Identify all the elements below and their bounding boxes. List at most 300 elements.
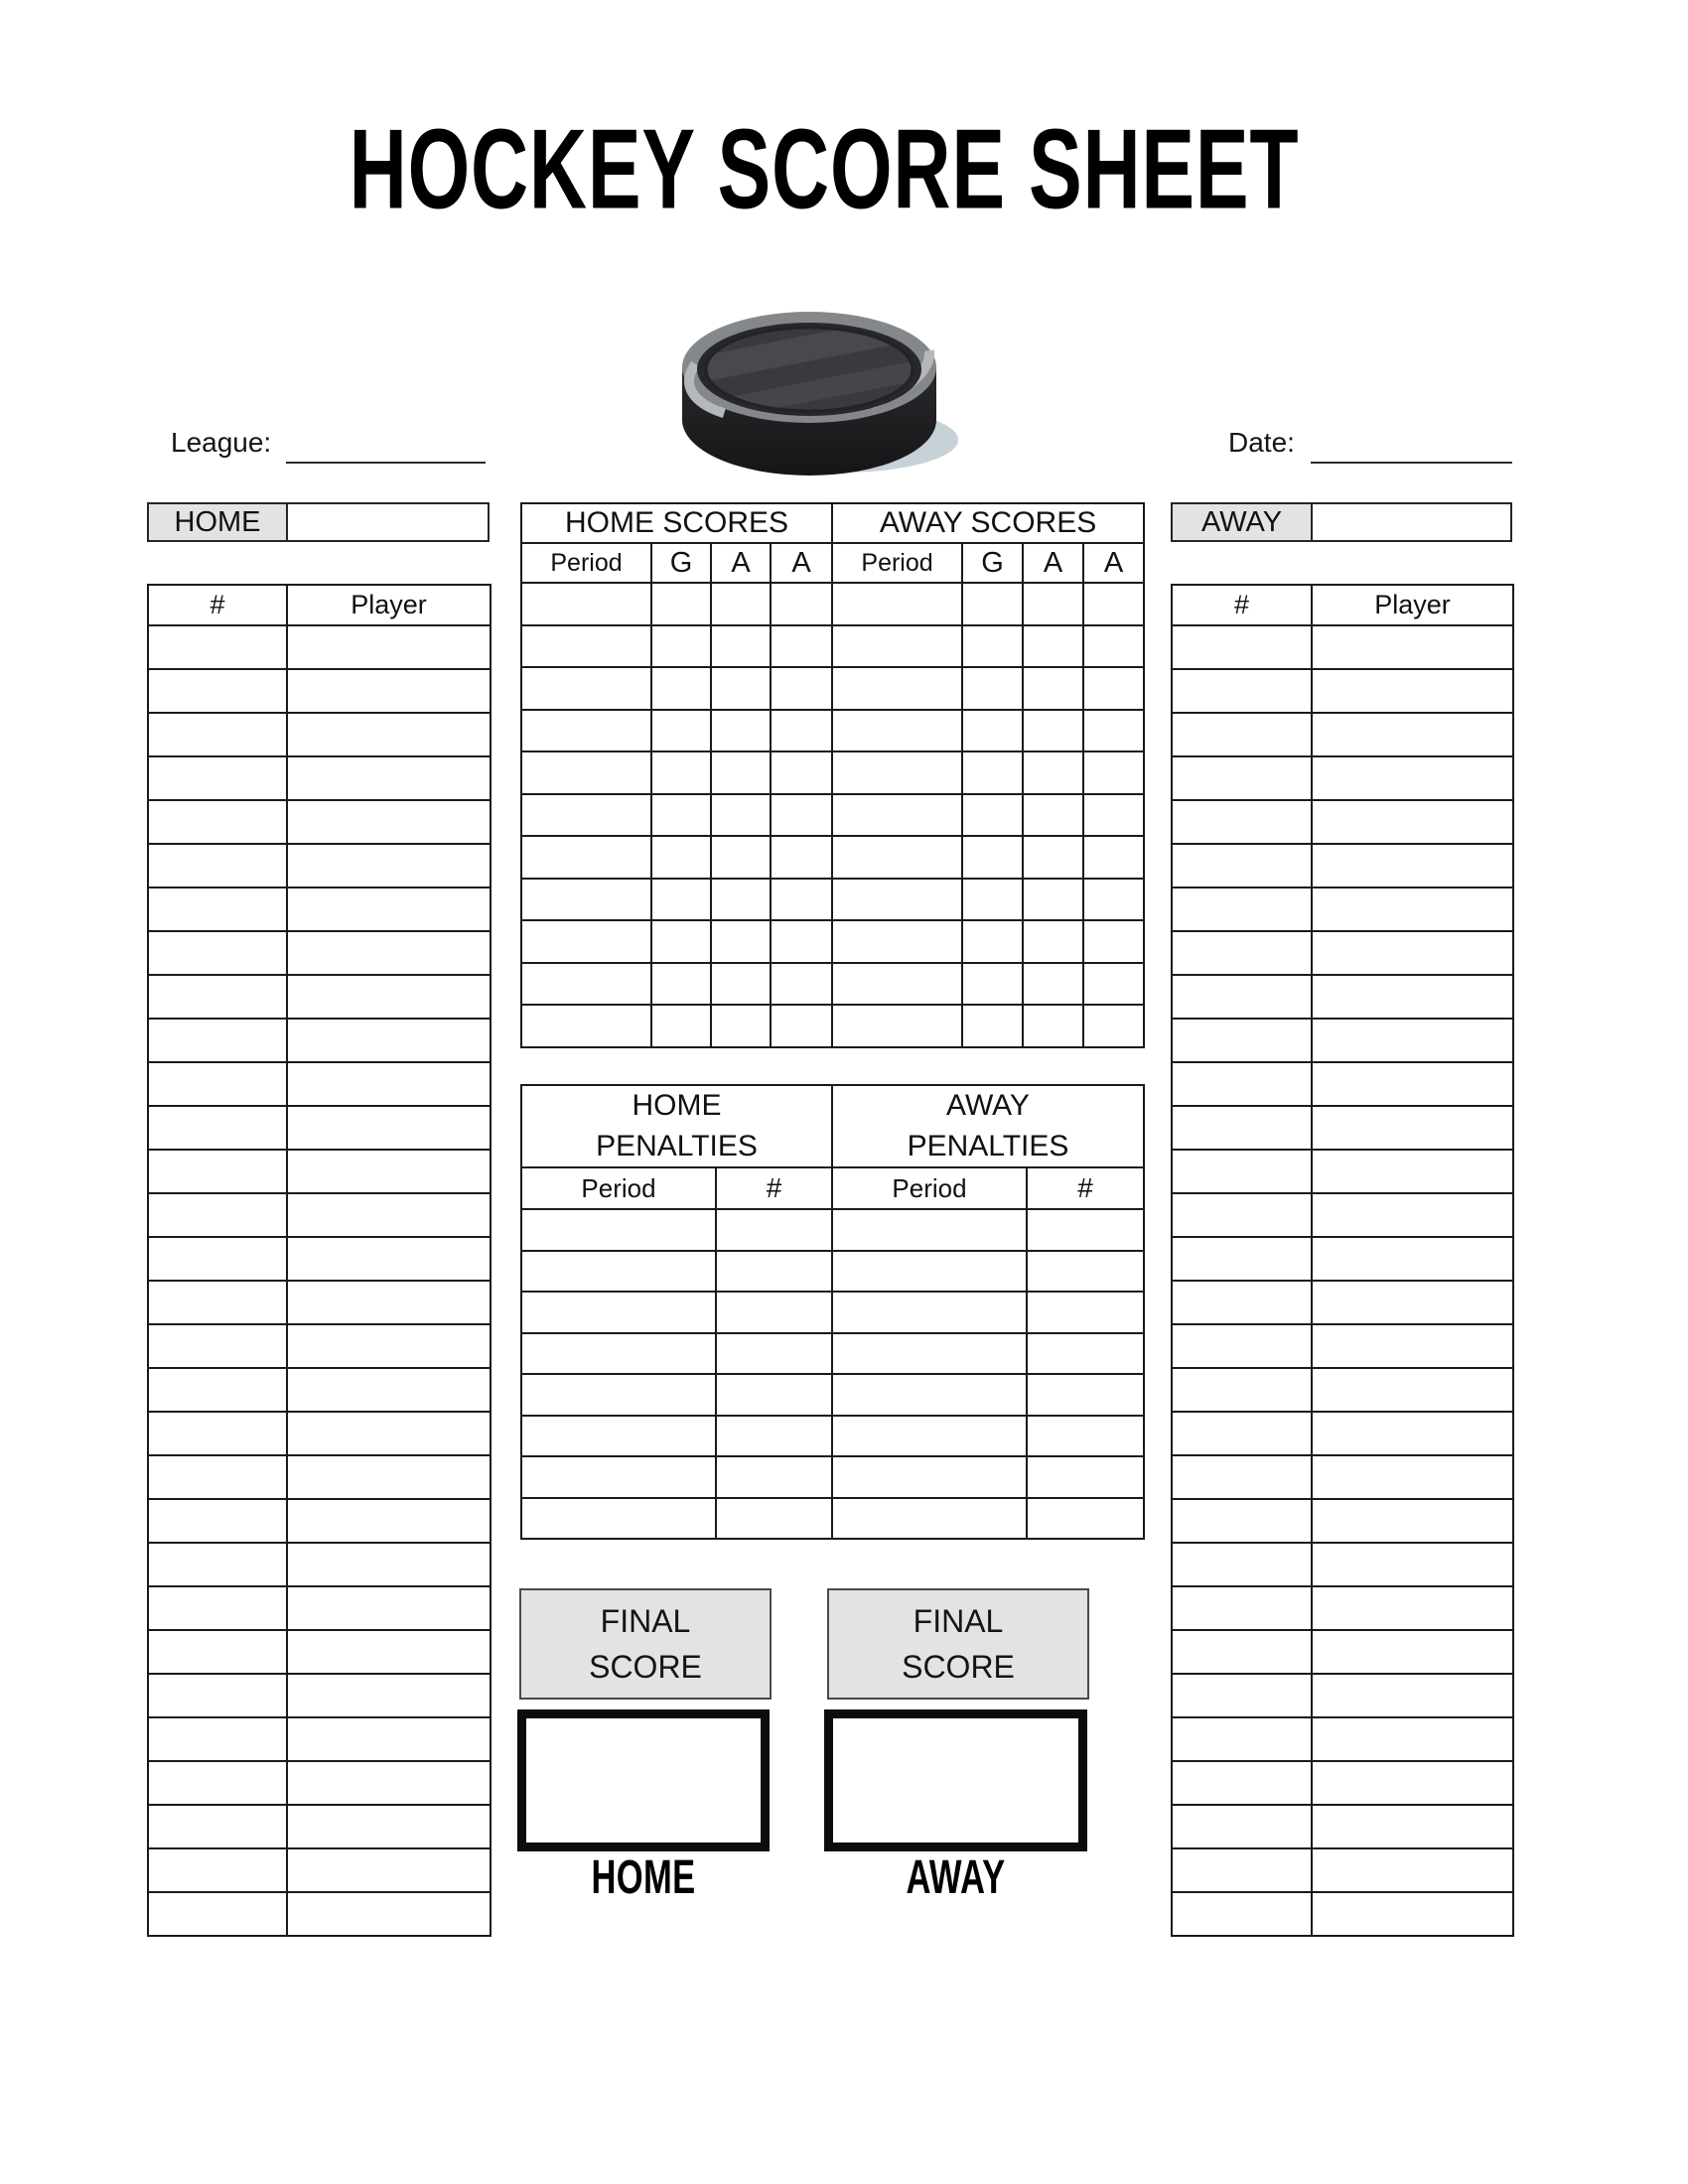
roster-number-cell — [148, 1412, 287, 1455]
roster-player-cell — [1312, 800, 1513, 844]
away-assist1-cell — [1023, 625, 1083, 668]
home-period-cell — [521, 920, 651, 963]
roster-player-cell — [287, 975, 491, 1019]
roster-row — [1172, 975, 1513, 1019]
roster-row — [1172, 669, 1513, 713]
hockey-puck-icon — [647, 273, 981, 477]
away-period-cell — [832, 583, 962, 625]
roster-player-cell — [1312, 844, 1513, 887]
roster-player-cell — [1312, 1630, 1513, 1674]
roster-number-cell — [148, 1281, 287, 1324]
home-assist1-cell — [711, 751, 771, 794]
roster-number-cell — [148, 1019, 287, 1062]
roster-player-cell — [1312, 1455, 1513, 1499]
roster-row — [1172, 1281, 1513, 1324]
date-label: Date: — [1228, 427, 1295, 458]
home-assist2-header: A — [771, 543, 832, 583]
roster-player-cell — [287, 1412, 491, 1455]
roster-header-row — [148, 585, 491, 625]
roster-row — [1172, 1237, 1513, 1281]
roster-number-cell — [1172, 1106, 1312, 1150]
home-goal-cell — [651, 583, 711, 625]
away-assist2-cell — [1083, 963, 1144, 1006]
away-assist1-cell — [1023, 836, 1083, 879]
scores-header-row — [521, 543, 1144, 583]
away-penalty-number-header: # — [1027, 1167, 1144, 1209]
roster-row — [1172, 844, 1513, 887]
away-final-score-box — [824, 1709, 1087, 1851]
roster-row — [1172, 713, 1513, 756]
roster-player-cell — [287, 1761, 491, 1805]
roster-player-cell — [1312, 1586, 1513, 1630]
roster-number-cell — [1172, 1062, 1312, 1106]
roster-number-cell — [148, 1106, 287, 1150]
home-assist2-cell — [771, 625, 832, 668]
home-period-cell — [521, 710, 651, 752]
home-penalty-period-cell — [521, 1251, 716, 1293]
roster-number-cell — [1172, 1586, 1312, 1630]
home-period-cell — [521, 667, 651, 710]
roster-player-cell — [1312, 1892, 1513, 1936]
home-assist2-cell — [771, 751, 832, 794]
roster-row — [1172, 1106, 1513, 1150]
roster-row — [148, 1368, 491, 1412]
roster-player-cell — [287, 931, 491, 975]
roster-number-cell — [1172, 887, 1312, 931]
roster-player-cell — [287, 800, 491, 844]
roster-player-cell — [287, 1150, 491, 1193]
roster-player-cell — [287, 1106, 491, 1150]
roster-row — [1172, 1062, 1513, 1106]
roster-row — [148, 1237, 491, 1281]
roster-number-cell — [1172, 975, 1312, 1019]
away-penalty-number-cell — [1027, 1416, 1144, 1457]
away-penalty-period-cell — [832, 1251, 1027, 1293]
away-final-score-label — [827, 1588, 1089, 1700]
roster-row — [1172, 887, 1513, 931]
home-penalty-number-cell — [716, 1251, 832, 1293]
home-final-label-line2: SCORE — [589, 1649, 702, 1685]
home-assist2-cell — [771, 583, 832, 625]
roster-number-cell — [148, 1848, 287, 1892]
roster-row — [148, 844, 491, 887]
roster-number-cell — [1172, 1019, 1312, 1062]
roster-player-cell — [287, 1848, 491, 1892]
roster-header-row — [1172, 585, 1513, 625]
home-assist1-cell — [711, 710, 771, 752]
away-assist2-cell — [1083, 879, 1144, 921]
penalties-table — [520, 1084, 1145, 1540]
roster-row — [148, 756, 491, 800]
roster-player-cell — [1312, 1150, 1513, 1193]
roster-row — [148, 1761, 491, 1805]
roster-number-cell — [1172, 1324, 1312, 1368]
roster-player-cell — [287, 1717, 491, 1761]
away-assist1-cell — [1023, 667, 1083, 710]
away-goal-cell — [962, 710, 1023, 752]
away-assist2-header: A — [1083, 543, 1144, 583]
away-assist1-cell — [1023, 879, 1083, 921]
roster-row — [1172, 800, 1513, 844]
roster-row — [148, 1281, 491, 1324]
away-bottom-label: AWAY — [906, 1851, 1006, 1904]
roster-number-cell — [1172, 1368, 1312, 1412]
penalties-row — [521, 1416, 1144, 1457]
roster-player-cell — [287, 625, 491, 669]
home-assist2-cell — [771, 667, 832, 710]
scores-row — [521, 836, 1144, 879]
roster-number-cell — [148, 1237, 287, 1281]
scores-row — [521, 920, 1144, 963]
home-penalty-number-cell — [716, 1333, 832, 1375]
roster-number-cell — [148, 1150, 287, 1193]
away-penalty-number-cell — [1027, 1251, 1144, 1293]
roster-row — [1172, 1761, 1513, 1805]
roster-row — [148, 1630, 491, 1674]
roster-player-cell — [287, 713, 491, 756]
away-roster-table — [1171, 584, 1514, 1937]
home-final-score-label — [519, 1588, 772, 1700]
home-goal-cell — [651, 667, 711, 710]
home-assist1-cell — [711, 625, 771, 668]
home-team-box — [147, 502, 490, 542]
scores-row — [521, 751, 1144, 794]
roster-player-header: Player — [1312, 585, 1513, 625]
home-penalty-period-cell — [521, 1333, 716, 1375]
roster-row — [148, 1848, 491, 1892]
roster-player-cell — [287, 1630, 491, 1674]
roster-number-cell — [1172, 1543, 1312, 1586]
home-period-cell — [521, 836, 651, 879]
roster-player-cell — [287, 1892, 491, 1936]
roster-number-cell — [148, 1586, 287, 1630]
home-penalties-title-line2: PENALTIES — [596, 1129, 758, 1162]
roster-player-cell — [1312, 625, 1513, 669]
roster-row — [1172, 1019, 1513, 1062]
home-team-name-field — [288, 504, 488, 540]
penalties-row — [521, 1251, 1144, 1293]
away-assist2-cell — [1083, 583, 1144, 625]
away-goal-cell — [962, 920, 1023, 963]
away-period-cell — [832, 794, 962, 837]
roster-player-cell — [1312, 1761, 1513, 1805]
roster-player-cell — [287, 669, 491, 713]
roster-number-cell — [148, 713, 287, 756]
roster-number-cell — [1172, 1717, 1312, 1761]
roster-player-cell — [1312, 1019, 1513, 1062]
roster-player-cell — [287, 1455, 491, 1499]
away-goal-cell — [962, 879, 1023, 921]
home-period-cell — [521, 879, 651, 921]
home-goal-cell — [651, 710, 711, 752]
roster-player-cell — [287, 756, 491, 800]
roster-player-cell — [1312, 975, 1513, 1019]
roster-player-cell — [1312, 1281, 1513, 1324]
roster-number-cell — [1172, 1892, 1312, 1936]
penalties-row — [521, 1498, 1144, 1540]
roster-number-cell — [1172, 844, 1312, 887]
date-fill-line — [1311, 462, 1512, 464]
home-assist1-cell — [711, 920, 771, 963]
home-period-cell — [521, 963, 651, 1006]
away-final-label-line1: FINAL — [913, 1602, 1004, 1639]
home-goal-cell — [651, 963, 711, 1006]
away-goal-cell — [962, 794, 1023, 837]
roster-number-cell — [1172, 669, 1312, 713]
home-penalties-title — [521, 1085, 832, 1167]
home-assist2-cell — [771, 710, 832, 752]
roster-player-cell — [287, 1062, 491, 1106]
home-period-cell — [521, 583, 651, 625]
roster-number-cell — [148, 800, 287, 844]
roster-player-cell — [1312, 1674, 1513, 1717]
away-period-cell — [832, 879, 962, 921]
home-final-label-line1: FINAL — [600, 1602, 691, 1639]
away-assist1-cell — [1023, 751, 1083, 794]
roster-player-cell — [1312, 1412, 1513, 1455]
away-penalty-period-cell — [832, 1333, 1027, 1375]
roster-row — [1172, 1630, 1513, 1674]
away-period-header: Period — [832, 543, 962, 583]
away-assist2-cell — [1083, 751, 1144, 794]
away-assist1-cell — [1023, 710, 1083, 752]
roster-row — [1172, 756, 1513, 800]
roster-row — [1172, 1368, 1513, 1412]
away-period-cell — [832, 710, 962, 752]
away-scores-title: AWAY SCORES — [832, 503, 1144, 543]
roster-row — [148, 931, 491, 975]
penalties-row — [521, 1374, 1144, 1416]
away-penalty-period-cell — [832, 1456, 1027, 1498]
home-period-header: Period — [521, 543, 651, 583]
home-goal-cell — [651, 1005, 711, 1047]
roster-row — [1172, 1324, 1513, 1368]
home-assist1-cell — [711, 836, 771, 879]
roster-row — [1172, 1805, 1513, 1848]
roster-player-cell — [287, 1805, 491, 1848]
roster-row — [1172, 625, 1513, 669]
home-goal-cell — [651, 836, 711, 879]
roster-player-header: Player — [287, 585, 491, 625]
roster-number-cell — [148, 1805, 287, 1848]
roster-number-cell — [1172, 1150, 1312, 1193]
home-penalty-period-header: Period — [521, 1167, 716, 1209]
roster-player-cell — [1312, 669, 1513, 713]
home-assist2-cell — [771, 879, 832, 921]
roster-row — [1172, 1499, 1513, 1543]
home-assist2-cell — [771, 920, 832, 963]
penalties-row — [521, 1333, 1144, 1375]
roster-number-cell — [1172, 1193, 1312, 1237]
home-penalty-number-header: # — [716, 1167, 832, 1209]
roster-row — [148, 800, 491, 844]
home-goal-cell — [651, 794, 711, 837]
away-goal-cell — [962, 1005, 1023, 1047]
penalties-title-row — [521, 1085, 1144, 1167]
roster-row — [1172, 1150, 1513, 1193]
roster-number-cell — [1172, 1630, 1312, 1674]
roster-row — [148, 1106, 491, 1150]
roster-player-cell — [287, 1281, 491, 1324]
away-penalty-number-cell — [1027, 1292, 1144, 1333]
roster-row — [148, 1892, 491, 1936]
home-assist1-cell — [711, 1005, 771, 1047]
roster-row — [1172, 931, 1513, 975]
penalties-row — [521, 1209, 1144, 1251]
home-goal-cell — [651, 879, 711, 921]
away-goal-cell — [962, 583, 1023, 625]
roster-player-cell — [287, 1499, 491, 1543]
home-penalty-period-cell — [521, 1416, 716, 1457]
roster-number-cell — [148, 1717, 287, 1761]
roster-player-cell — [287, 887, 491, 931]
away-penalties-title-line2: PENALTIES — [907, 1129, 1069, 1162]
roster-number-cell — [1172, 1848, 1312, 1892]
away-assist1-cell — [1023, 920, 1083, 963]
roster-row — [1172, 1586, 1513, 1630]
roster-player-cell — [287, 1193, 491, 1237]
away-penalty-number-cell — [1027, 1333, 1144, 1375]
roster-number-cell — [148, 1062, 287, 1106]
away-assist2-cell — [1083, 920, 1144, 963]
roster-row — [1172, 1674, 1513, 1717]
roster-number-cell — [148, 975, 287, 1019]
league-fill-line — [286, 462, 486, 464]
scores-row — [521, 879, 1144, 921]
roster-player-cell — [1312, 931, 1513, 975]
roster-number-cell — [1172, 800, 1312, 844]
away-goal-cell — [962, 625, 1023, 668]
away-assist2-cell — [1083, 836, 1144, 879]
away-assist2-cell — [1083, 625, 1144, 668]
home-penalty-number-cell — [716, 1374, 832, 1416]
away-goal-header: G — [962, 543, 1023, 583]
roster-number-cell — [148, 887, 287, 931]
home-final-score-box — [517, 1709, 770, 1851]
league-label: League: — [171, 427, 272, 458]
home-period-cell — [521, 794, 651, 837]
roster-player-cell — [1312, 1193, 1513, 1237]
scores-row — [521, 625, 1144, 668]
away-assist2-cell — [1083, 1005, 1144, 1047]
away-assist1-header: A — [1023, 543, 1083, 583]
roster-number-cell — [148, 1761, 287, 1805]
roster-number-cell — [1172, 1761, 1312, 1805]
roster-row — [148, 669, 491, 713]
roster-row — [148, 1717, 491, 1761]
home-assist1-cell — [711, 879, 771, 921]
roster-player-cell — [287, 844, 491, 887]
away-penalty-period-cell — [832, 1416, 1027, 1457]
home-assist2-cell — [771, 836, 832, 879]
away-final-label-line2: SCORE — [902, 1649, 1015, 1685]
home-roster-table — [147, 584, 492, 1937]
roster-player-cell — [1312, 1848, 1513, 1892]
penalties-header-row — [521, 1167, 1144, 1209]
home-penalty-period-cell — [521, 1209, 716, 1251]
home-penalty-period-cell — [521, 1456, 716, 1498]
roster-row — [148, 713, 491, 756]
scores-row — [521, 1005, 1144, 1047]
home-goal-header: G — [651, 543, 711, 583]
home-penalty-period-cell — [521, 1374, 716, 1416]
roster-number-cell — [1172, 1674, 1312, 1717]
home-penalty-number-cell — [716, 1498, 832, 1540]
roster-number-cell — [148, 844, 287, 887]
away-penalties-title — [832, 1085, 1144, 1167]
roster-row — [1172, 1717, 1513, 1761]
away-team-box — [1171, 502, 1512, 542]
away-period-cell — [832, 625, 962, 668]
away-penalty-period-header: Period — [832, 1167, 1027, 1209]
roster-row — [148, 1586, 491, 1630]
away-team-header: AWAY — [1173, 504, 1313, 540]
away-penalty-period-cell — [832, 1209, 1027, 1251]
home-assist1-cell — [711, 667, 771, 710]
roster-row — [1172, 1543, 1513, 1586]
roster-player-cell — [1312, 887, 1513, 931]
roster-number-cell — [1172, 713, 1312, 756]
roster-number-cell — [148, 625, 287, 669]
roster-row — [1172, 1412, 1513, 1455]
roster-player-cell — [1312, 756, 1513, 800]
away-penalty-period-cell — [832, 1292, 1027, 1333]
roster-player-cell — [1312, 1324, 1513, 1368]
away-goal-cell — [962, 963, 1023, 1006]
roster-row — [148, 975, 491, 1019]
roster-row — [148, 625, 491, 669]
away-period-cell — [832, 667, 962, 710]
scores-row — [521, 667, 1144, 710]
away-assist1-cell — [1023, 794, 1083, 837]
roster-row — [1172, 1848, 1513, 1892]
roster-number-cell — [1172, 1455, 1312, 1499]
roster-row — [148, 1324, 491, 1368]
home-penalty-number-cell — [716, 1456, 832, 1498]
home-assist1-cell — [711, 963, 771, 1006]
roster-row — [1172, 1455, 1513, 1499]
home-penalty-number-cell — [716, 1292, 832, 1333]
away-penalty-number-cell — [1027, 1456, 1144, 1498]
home-period-cell — [521, 625, 651, 668]
roster-row — [148, 1150, 491, 1193]
roster-number-cell — [1172, 1805, 1312, 1848]
roster-row — [148, 1019, 491, 1062]
roster-player-cell — [1312, 1237, 1513, 1281]
roster-row — [1172, 1892, 1513, 1936]
away-period-cell — [832, 751, 962, 794]
roster-player-cell — [1312, 1062, 1513, 1106]
roster-number-cell — [148, 1543, 287, 1586]
roster-number-cell — [1172, 625, 1312, 669]
penalties-row — [521, 1456, 1144, 1498]
roster-player-cell — [1312, 1543, 1513, 1586]
roster-player-cell — [1312, 1106, 1513, 1150]
scores-row — [521, 963, 1144, 1006]
roster-number-cell — [148, 1674, 287, 1717]
away-assist2-cell — [1083, 710, 1144, 752]
roster-row — [148, 1412, 491, 1455]
home-assist2-cell — [771, 1005, 832, 1047]
roster-number-cell — [148, 931, 287, 975]
scores-title-row — [521, 503, 1144, 543]
roster-number-cell — [1172, 1237, 1312, 1281]
home-goal-cell — [651, 920, 711, 963]
roster-number-cell — [148, 1499, 287, 1543]
roster-number-cell — [1172, 1412, 1312, 1455]
roster-number-cell — [148, 1455, 287, 1499]
roster-number-header: # — [1172, 585, 1312, 625]
